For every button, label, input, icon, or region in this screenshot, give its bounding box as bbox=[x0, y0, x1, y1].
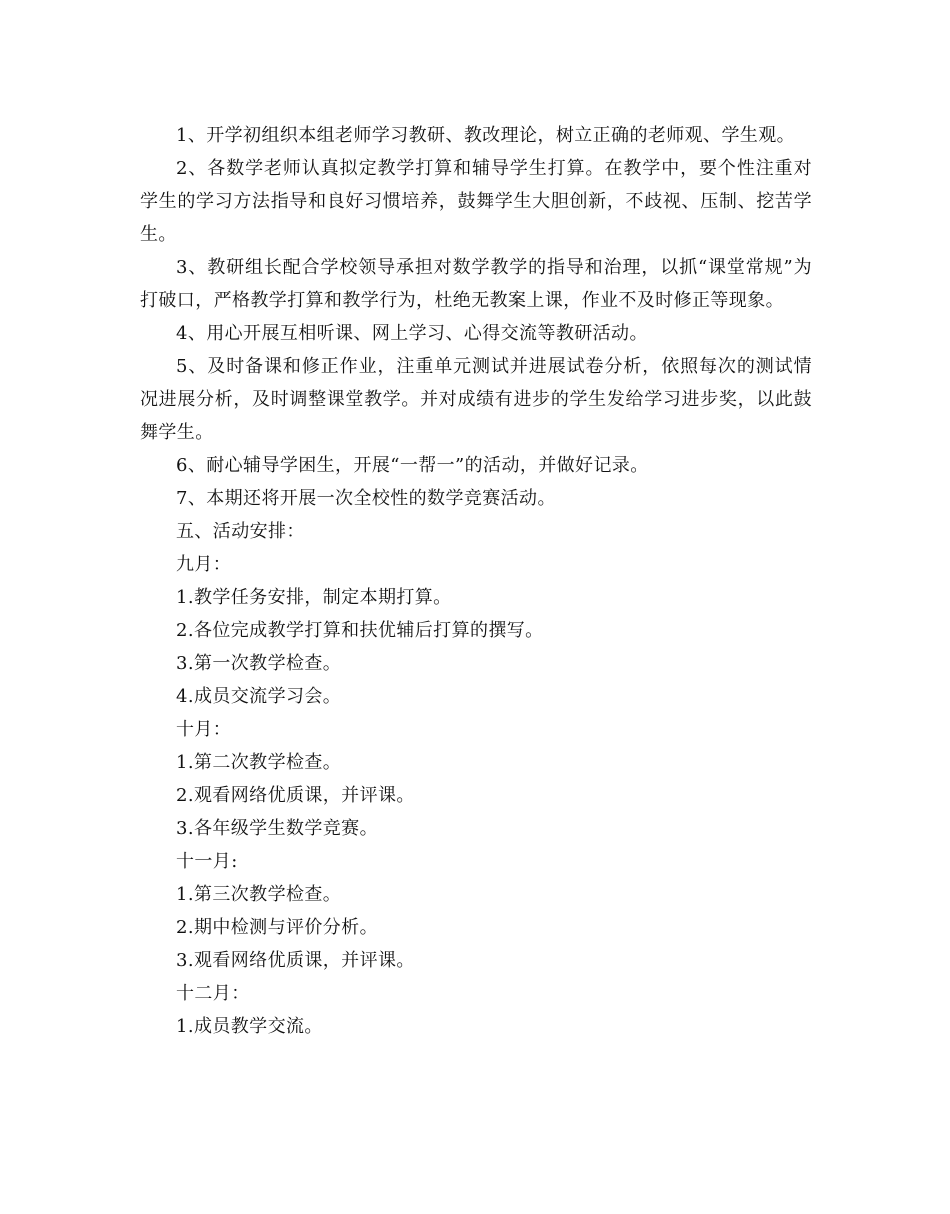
month-label-october: 十月： bbox=[176, 719, 232, 740]
list-item: 3.各年级学生数学竞赛。 bbox=[176, 818, 378, 839]
paragraph-5: 5、及时备课和修正作业，注重单元测试并进展试卷分析，依照每次的测试情况进展分析，及时调整课堂教学。并对成绩有进步的学生发给学习进步奖，以此鼓舞学生。 bbox=[140, 356, 812, 443]
paragraph-4: 4、用心开展互相听课、网上学习、心得交流等教研活动。 bbox=[176, 323, 648, 344]
list-item: 2.期中检测与评价分析。 bbox=[176, 917, 378, 938]
document-body bbox=[140, 119, 812, 1043]
paragraph-7: 7、本期还将开展一次全校性的数学竞赛活动。 bbox=[176, 488, 556, 509]
month-label-september: 九月： bbox=[176, 554, 232, 575]
month-label-december: 十二月： bbox=[176, 983, 250, 1004]
list-item: 4.成员交流学习会。 bbox=[176, 686, 342, 707]
list-item: 2.观看网络优质课，并评课。 bbox=[176, 785, 415, 806]
list-item: 3.观看网络优质课，并评课。 bbox=[176, 950, 415, 971]
list-item: 1.第二次教学检查。 bbox=[176, 752, 342, 773]
list-item: 1.第三次教学检查。 bbox=[176, 884, 342, 905]
list-item: 3.第一次教学检查。 bbox=[176, 653, 342, 674]
month-label-november: 十一月: bbox=[176, 851, 238, 872]
list-item: 2.各位完成教学打算和扶优辅后打算的撰写。 bbox=[176, 620, 544, 641]
paragraph-1: 1、开学初组织本组老师学习教研、教改理论，树立正确的老师观、学生观。 bbox=[176, 125, 796, 146]
list-item: 1.教学任务安排，制定本期打算。 bbox=[176, 587, 452, 608]
section-heading: 五、活动安排： bbox=[176, 521, 305, 542]
paragraph-6: 6、耐心辅导学困生，开展“一帮一”的活动，并做好记录。 bbox=[176, 455, 649, 476]
paragraph-3: 3、教研组长配合学校领导承担对数学教学的指导和治理，以抓“课堂常规”为打破口，严格教学打算和教学行为，杜绝无教案上课，作业不及时修正等现象。 bbox=[140, 257, 812, 311]
paragraph-2: 2、各数学老师认真拟定教学打算和辅导学生打算。在教学中，要个性注重对学生的学习方法指导和良好习惯培养，鼓舞学生大胆创新，不歧视、压制、挖苦学生。 bbox=[140, 158, 812, 245]
list-item: 1.成员教学交流。 bbox=[176, 1016, 323, 1037]
